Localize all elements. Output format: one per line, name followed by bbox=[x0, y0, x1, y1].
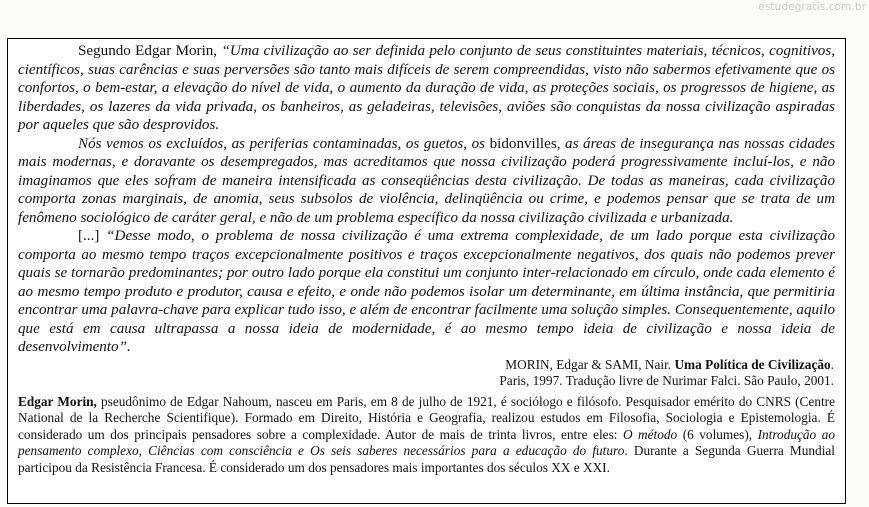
bio-book-1: O método bbox=[622, 426, 678, 442]
text-box bbox=[7, 38, 846, 504]
reference-title: Uma Política de Civilização bbox=[674, 356, 831, 372]
quote-intro: Segundo Edgar Morin, bbox=[78, 43, 222, 59]
quote-paragraph-3 bbox=[18, 227, 835, 357]
author-bio bbox=[18, 394, 835, 477]
quote-paragraph-2 bbox=[18, 135, 835, 228]
quote-text-2b: , as áreas de insegurança nas nossas cidades mais modernas, e doravante os desempregados, mas acreditamos que nossa civilização poderá progressivamente incluí-los, e não imaginamos que eles sofram de maneira intensificada as conseqüências desta civilização. De todas as maneiras, cada civilização comporta zonas marginais, de anomia, seus subsolos de violência, delinqüência ou crime, e podemos pensar que se trata de um fenômeno sociológico de caráter geral, e não de um problema específico da nossa civilização civilizada e urbanizada. bbox=[18, 135, 835, 226]
bio-text-3: . Durante a Segunda Guerra Mundial participou da Resistência Francesa. É considerado um dos pensadores mais importantes dos séculos XX e XXI. bbox=[18, 443, 835, 475]
quote-paragraph-1 bbox=[18, 42, 835, 135]
reference-line-1 bbox=[18, 357, 834, 374]
reference-title-end: . bbox=[830, 356, 834, 372]
reference-citation bbox=[18, 357, 835, 390]
quote-section bbox=[18, 42, 835, 357]
site-watermark: estudegratis.com.br bbox=[758, 1, 866, 13]
quote-term-bidonvilles: bidonvilles bbox=[489, 135, 557, 152]
quote-ellipsis: [...] bbox=[78, 228, 107, 244]
bio-books-2: Introdução ao pensamento complexo, Ciências com consciência e Os seis saberes necessários para a educação do futuro bbox=[18, 426, 835, 459]
quote-text-1: “Uma civilização ao ser definida pelo conjunto de seus constituintes materiais, técnicos, cognitivos, científicos, suas carências e suas perversões são tanto mais difíceis de serem compreendidas, visto não sabermos efetivamente que os confortos, o bem-estar, a elevação do nível de vida, o aumento da duração de vida, as proteções sociais, os progressos de higiene, as liberdades, os lazeres da vida privada, os banheiros, as geladeiras, televisões, aviões são conquistas da nossa civilização aspiradas por aqueles que são desprovidos. bbox=[18, 43, 835, 133]
reference-authors: MORIN, Edgar & SAMI, Nair. bbox=[505, 356, 675, 372]
quote-text-3: “Desse modo, o problema de nossa civilização é uma extrema complexidade, de um lado porque esta civilização comporta ao mesmo tempo traços excepcionalmente positivos e traços excepcionalmente negativos, dos quais não podemos prever quais se tornarão predominantes; por outro lado porque ela constitui um conjunto inter-relacionado em círculo, onde cada elemento é ao mesmo tempo produto e produtor, causa e efeito, e onde não podemos isolar um determinante, em última instância, que permitiria encontrar uma palavra-chave para explicar tudo isso, e além de encontrar facilmente uma solução simples. Consequentemente, aquilo que está em causa ultrapassa a nossa ideia de modernidade, é ao mesmo tempo ideia de civilização e nossa ideia de desenvolvimento”. bbox=[18, 228, 835, 355]
bio-text-1: pseudônimo de Edgar Nahoum, nasceu em Paris, em 8 de julho de 1921, é sociólogo e filósofo. Pesquisador emérito do CNRS (Centre National de la Recherche Scientifique). Formado em Direito, História e Geografia, realizou estudos em Filosofia, Sociologia e Epistemologia. É considerado um dos principais pensadores sobre a complexidade. Autor de mais de trinta livros, entre eles: bbox=[18, 393, 836, 442]
reference-line-2: Paris, 1997. Tradução livre de Nurimar Falci. São Paulo, 2001. bbox=[499, 373, 834, 388]
bio-text-2: (6 volumes), bbox=[677, 426, 758, 442]
quote-text-2a: Nós vemos os excluídos, as periferias contaminadas, os guetos, os bbox=[78, 135, 490, 152]
bio-name: Edgar Morin, bbox=[18, 393, 97, 409]
